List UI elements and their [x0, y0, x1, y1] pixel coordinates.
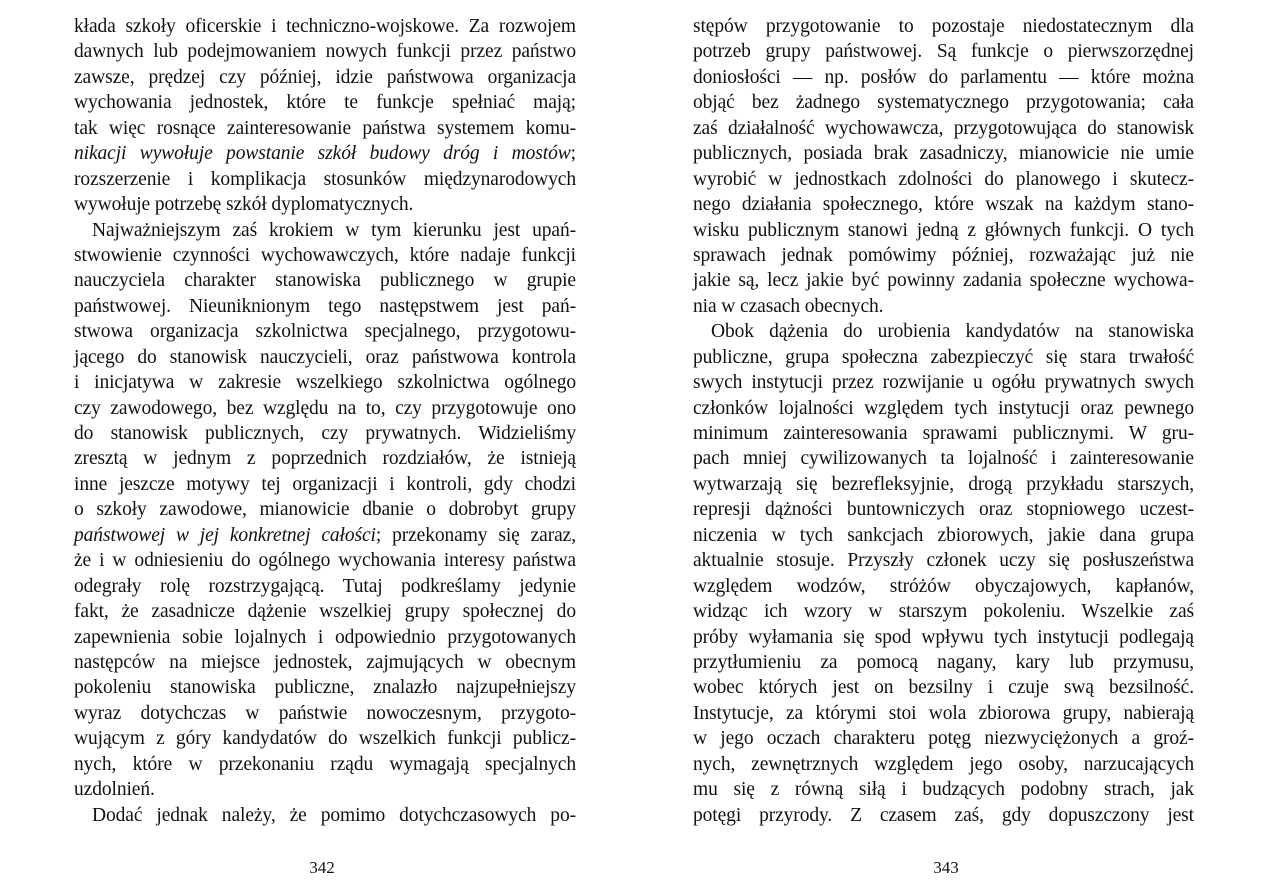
text-line: nauczyciela charakter stanowiska publicznego w grupie	[74, 270, 576, 292]
text-line: zaś działalność wychowawcza, przygotowująca do stanowisk	[693, 117, 1194, 139]
text-line: zapewnienia sobie lojalnych i odpowiednio przygotowanych	[74, 626, 576, 648]
text-line: doniosłości — np. posłów do parlamentu — które można	[693, 66, 1194, 88]
text-line: członków lojalności względem tych instytucji oraz pewnego	[693, 397, 1194, 419]
text-line: nych, które w przekonaniu rządu wymagają specjalnych	[74, 753, 576, 775]
text-line: wobec których jest on bezsilny i czuje swą bezsilność.	[693, 677, 1194, 699]
text-line: inne jeszcze motywy tej organizacji i kontroli, gdy chodzi	[74, 473, 576, 495]
page-number-left: 342	[309, 858, 335, 877]
text-line: wytwarzają się bezrefleksyjnie, drogą przykładu starszych,	[693, 473, 1194, 495]
text-line: pach mniej cywilizowanych ta lojalność i zainteresowanie	[693, 448, 1194, 470]
text-tail: ; przekonamy się zaraz,	[375, 524, 576, 546]
text-line: próby wyłamania się spod wpływu tych instytucji podlegają	[693, 626, 1194, 648]
italic-text: nikacji wywołuje powstanie szkół budowy dróg i mostów	[74, 143, 571, 165]
text-line: uzdolnień.	[74, 779, 155, 801]
text-line: państwowej. Nieuniknionym tego następstwem jest pań-	[74, 295, 576, 317]
text-line: publicznych, posiada brak zasadniczy, mianowicie nie umie	[693, 143, 1194, 165]
text-line: Najważniejszym zaś krokiem w tym kierunku jest upań-	[92, 219, 576, 241]
text-line: przytłumieniu za pomocą nagany, kary lub przymusu,	[693, 651, 1194, 673]
text-line: do stanowisk publicznych, czy prywatnych. Widzieliśmy	[74, 423, 576, 444]
text-line: wującym z góry kandydatów do wszelkich funkcji publicz-	[74, 728, 576, 750]
text-line: Instytucje, za którymi stoi wola zbiorowa grupy, nabierają	[693, 702, 1194, 724]
text-line: widząc ich wzory w starszym pokoleniu. Wszelkie zaś	[693, 601, 1194, 623]
text-line: wisku publicznym stanowi jedną z głównych funkcji. O tych	[693, 219, 1194, 241]
right-page	[693, 14, 1194, 828]
text-line: jakie są, lecz jakie być powinny zadania społeczne wychowa-	[693, 270, 1194, 292]
text-line: wywołuje potrzebę szkół dyplomatycznych.	[74, 194, 414, 216]
text-tail: ;	[570, 143, 576, 165]
text-line: niczenia w tych sankcjach zbiorowych, jakie dana grupa	[693, 524, 1194, 546]
text-line: względem wodzów, stróżów obyczajowych, kapłanów,	[693, 575, 1194, 597]
text-line: odegrały rolę rozstrzygającą. Tutaj podkreślamy jedynie	[74, 575, 576, 597]
text-line: wyraz dotychczas w państwie nowoczesnym, przygoto-	[74, 702, 576, 724]
text-line: nych, zewnętrznych względem jego osoby, narzucających	[693, 753, 1194, 775]
text-line: aktualnie stosuje. Przyszły członek uczy się posłuszeństwa	[693, 550, 1194, 572]
text-line	[74, 523, 576, 548]
text-line: mu się z równą siłą i budzących podobny strach, jak	[693, 779, 1194, 801]
text-line: fakt, że zasadnicze dążenie wszelkiej grupy społecznej do	[74, 601, 576, 623]
text-line: represji dążności buntowniczych oraz stopniowego uczest-	[693, 499, 1194, 521]
text-line: jącego do stanowisk nauczycieli, oraz państwowa kontrola	[74, 346, 576, 368]
text-line: nego działania społecznego, które wszak na każdym stano-	[693, 194, 1194, 216]
italic-text: państwowej w jej konkretnej całości	[74, 524, 376, 546]
text-line: w jego oczach charakteru potęg niezwyciężonych a groź-	[693, 728, 1194, 750]
text-line: Obok dążenia do urobienia kandydatów na stanowiska	[711, 321, 1194, 343]
left-page	[74, 14, 576, 828]
text-line: publiczne, grupa społeczna zabezpieczyć się stara trwałość	[693, 346, 1194, 368]
text-line: rozszerzenie i komplikacja stosunków międzynarodowych	[74, 168, 576, 190]
text-line: zresztą w jednym z poprzednich rozdziałów, że istnieją	[74, 448, 576, 470]
text-line: stwowienie czynności wychowawczych, które nadaje funkcji	[74, 244, 576, 266]
text-line: Dodać jednak należy, że pomimo dotychczasowych po-	[92, 804, 576, 826]
text-line: minimum zainteresowania sprawami publicznymi. W gru-	[693, 423, 1194, 444]
text-line: pokoleniu stanowiska publiczne, znalazło najzupełniejszy	[74, 677, 576, 699]
text-line	[74, 141, 576, 166]
text-line: czy zawodowego, bez względu na to, czy przygotowuje ono	[74, 397, 576, 419]
page-number-right: 343	[933, 858, 959, 877]
text-line: objąć bez żadnego systematycznego przygotowania; cała	[693, 92, 1194, 114]
text-line: wychowania jednostek, które te funkcje spełniać mają;	[74, 92, 576, 114]
text-line: tak więc rosnące zainteresowanie państwa systemem komu-	[74, 117, 576, 139]
text-line: że i w odniesieniu do ogólnego wychowania interesy państwa	[74, 550, 576, 572]
text-line: kłada szkoły oficerskie i techniczno-wojskowe. Za rozwojem	[74, 16, 576, 37]
text-line: wyrobić w jednostkach zdolności do planowego i skutecz-	[693, 168, 1194, 190]
text-line: o szkoły zawodowe, mianowicie dbanie o dobrobyt grupy	[74, 499, 576, 521]
text-line: i inicjatywa w zakresie wszelkiego szkolnictwa ogólnego	[74, 372, 576, 394]
text-line: potrzeb grupy państwowej. Są funkcje o pierwszorzędnej	[693, 41, 1194, 63]
text-line: sprawach jednak pomówimy później, rozważając już nie	[693, 244, 1194, 266]
text-line: dawnych lub podejmowaniem nowych funkcji przez państwo	[74, 41, 576, 63]
text-line: swych instytucji przez rozwijanie u ogółu prywatnych swych	[693, 372, 1194, 394]
text-line: zawsze, prędzej czy później, idzie państwowa organizacja	[74, 66, 576, 88]
text-line: stępów przygotowanie to pozostaje niedostatecznym dla	[693, 16, 1194, 37]
text-line: następców na miejsce jednostek, zajmujących w obecnym	[74, 651, 576, 673]
text-line: nia w czasach obecnych.	[693, 295, 884, 317]
text-line: potęgi przyrody. Z czasem zaś, gdy dopuszczony jest	[693, 804, 1194, 826]
text-line: stwowa organizacja szkolnictwa specjalnego, przygotowu-	[74, 321, 576, 343]
